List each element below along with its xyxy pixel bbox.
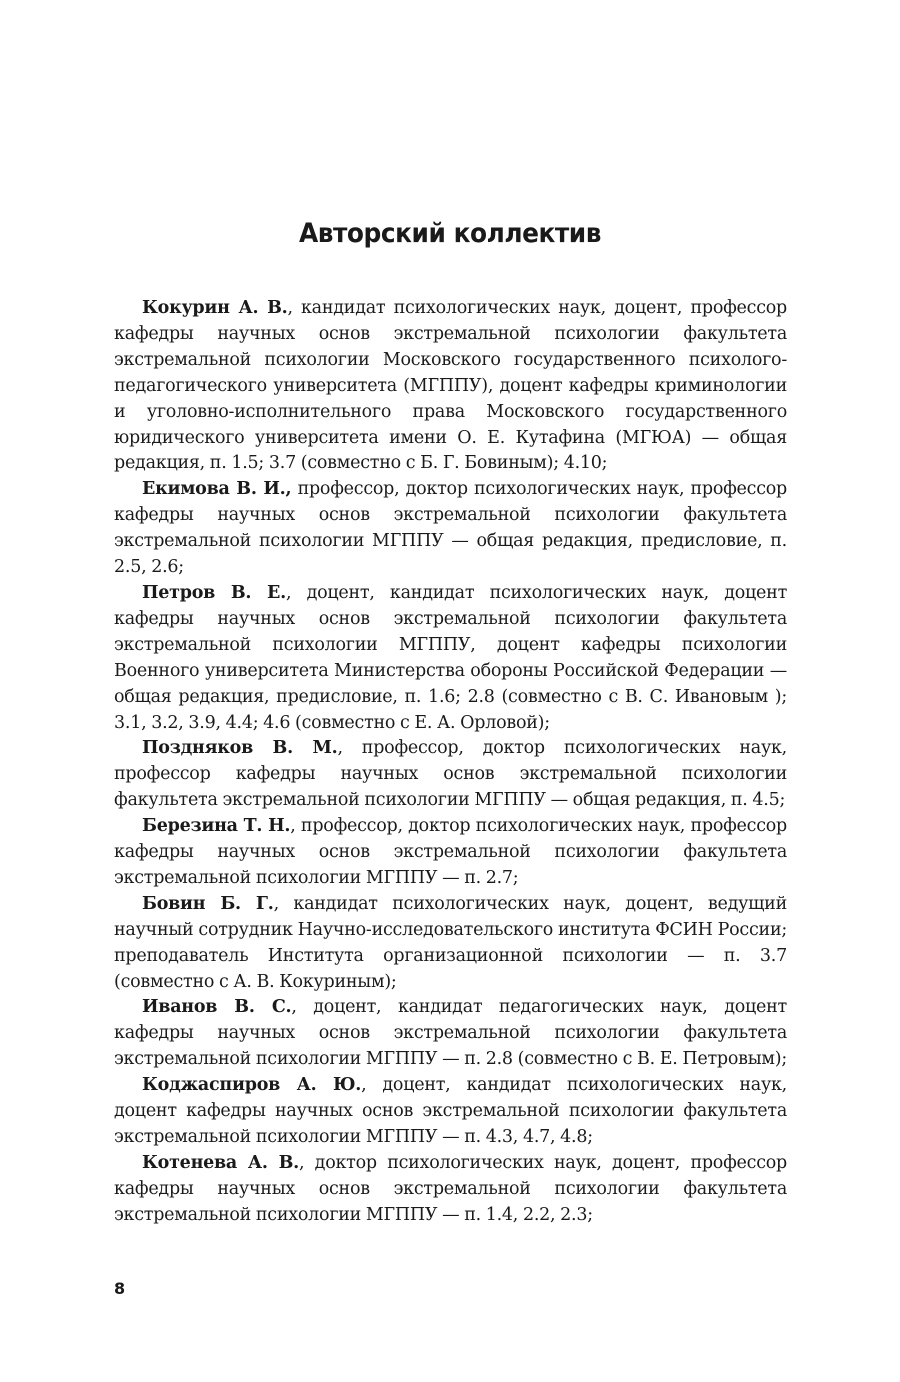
author-description: , кандидат психологических наук, доцент, профессор кафедры научных основ экстремальной психологии факультета экстремальной психологии Московского государственного психолого-педагогического университета (МГППУ), доцент кафедры криминологии и уголовно-исполнительного права Московского государственного юридического университета имени О. Е. Кутафина (МГЮА) — общая редакция, п. 1.5; 3.7 (совместно с Б. Г. Бовиным); 4.10; — [114, 298, 787, 474]
author-description: , кандидат психологических наук, доцент, ведущий научный сотрудник Научно-исследовательского института ФСИН России; преподаватель Института организационной психологии — п. 3.7 (совместно с А. В. Кокуриным); — [114, 893, 787, 992]
author-description: профессор, доктор психологических наук, профессор кафедры научных основ экстремальной психологии факультета экстремальной психологии МГППУ — общая редакция, предисловие, п. 2.5, 2.6; — [114, 479, 787, 578]
author-name: Березина Т. Н. — [142, 816, 291, 837]
author-entry — [114, 1151, 787, 1229]
author-name: Котенева А. В. — [142, 1152, 300, 1173]
author-description: , доцент, кандидат педагогических наук, доцент кафедры научных основ экстремальной психологии факультета экстремальной психологии МГППУ — п. 2.8 (совместно с В. Е. Петровым); — [114, 997, 788, 1070]
page-title: Авторский коллектив — [298, 218, 602, 249]
author-entry — [114, 296, 787, 477]
author-name: Кокурин А. В. — [142, 298, 288, 318]
author-description: , доцент, кандидат психологических наук, доцент кафедры научных основ экстремальной психологии факультета экстремальной психологии МГППУ, доцент кафедры психологии Военного университета Министерства обороны Российской Федерации — общая редакция, предисловие, п. 1.6; 2.8 (совместно с В. С. Ивановым ); 3.1, 3.2, 3.9, 4.4; 4.6 (совместно с Е. А. Орловой); — [114, 582, 787, 733]
author-description: , профессор, доктор психологических наук, профессор кафедры научных основ экстремальной психологии факультета экстремальной психологии МГППУ — п. 2.7; — [114, 816, 788, 888]
author-entry — [114, 995, 787, 1073]
author-description: , доцент, кандидат психологических наук, доцент кафедры научных основ экстремальной психологии факультета экстремальной психологии МГППУ — п. 4.3, 4.7, 4.8; — [114, 1075, 787, 1147]
author-entry — [114, 814, 787, 892]
author-entry — [114, 1073, 787, 1151]
author-name: Бовин Б. Г. — [142, 893, 274, 914]
author-name: Коджаспиров А. Ю. — [142, 1075, 362, 1096]
author-entry — [114, 477, 787, 581]
author-description: , доктор психологических наук, доцент, профессор кафедры научных основ экстремальной психологии факультета экстремальной психологии МГППУ — п. 1.4, 2.2, 2.3; — [114, 1152, 787, 1225]
author-description: , профессор, доктор психологических наук, профессор кафедры научных основ экстремальной психологии факультета экстремальной психологии МГППУ — общая редакция, п. 4.5; — [114, 738, 787, 811]
author-list — [114, 296, 787, 1229]
author-entry — [114, 581, 787, 736]
author-name: Поздняков В. М. — [142, 738, 338, 759]
author-name: Петров В. Е. — [142, 582, 286, 603]
author-entry — [114, 736, 787, 814]
author-entry — [114, 892, 787, 996]
page-number: 8 — [114, 1279, 126, 1298]
author-name: Екимова В. И., — [142, 479, 292, 500]
author-name: Иванов В. С. — [142, 997, 292, 1018]
